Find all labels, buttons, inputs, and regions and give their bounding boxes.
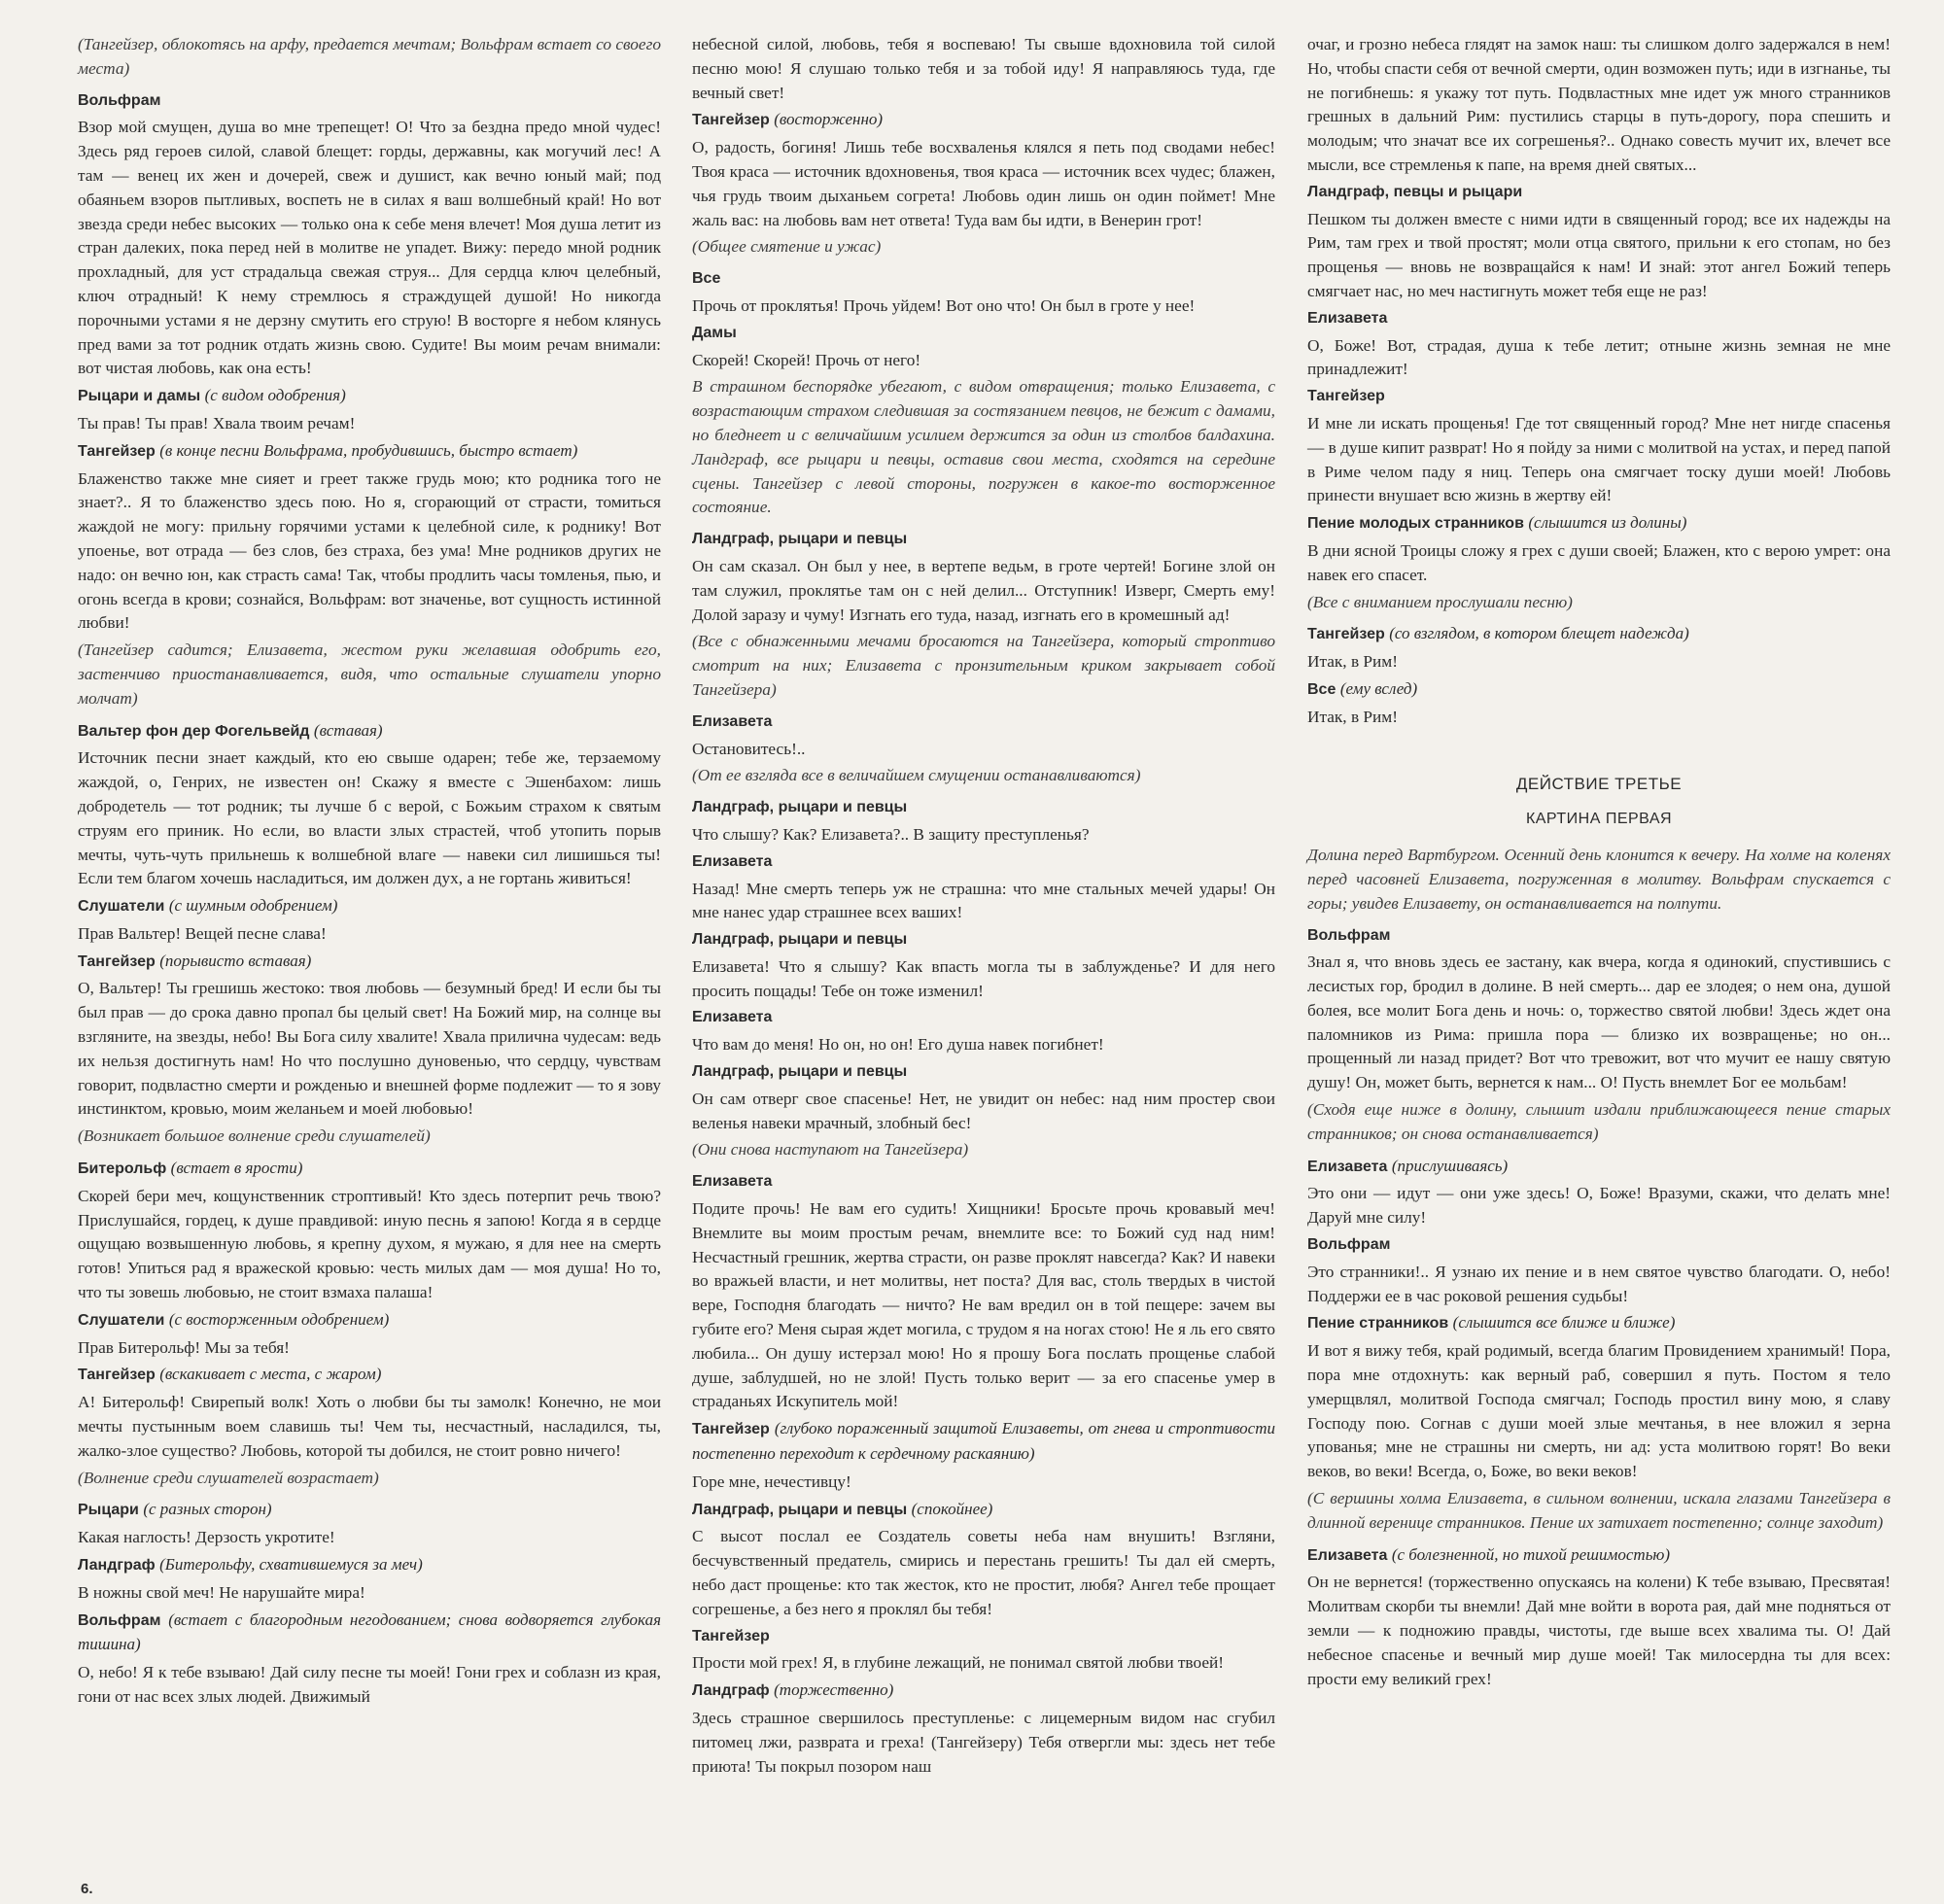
text-column-left (78, 33, 661, 1713)
speaker-line (1307, 924, 1891, 949)
speaker-name: Битерольф (78, 1160, 167, 1178)
speaker-name: Тангейзер (692, 1421, 770, 1438)
speaker-line (1307, 307, 1891, 331)
speaker-name: Ландграф, певцы и рыцари (1307, 183, 1523, 200)
speaker-line (692, 850, 1275, 875)
dialogue-text: Знал я, что вновь здесь ее застану, как вчера, когда я одинокий, спустившись с лесистых гор, бродил в долине. В ней смерть... дар ее злодея; о нем она, душой болея, все молит Бога день и ночь: о, торжество святой любви! Здесь ждет она паломников из Рима: пришла пора — близко их возвращенье; но он... прощенный ли назад придет? Вот что тревожит, вот что мучит ее нашу святую душу! Он, может быть, вернется к нам... О! Пусть внемлет Бог ее мольбам! (1307, 952, 1891, 1092)
dialogue-text: Итак, в Рим! (1307, 652, 1398, 672)
speaker-line (692, 1060, 1275, 1085)
speaker-line (692, 928, 1275, 952)
dialogue-text: очаг, и грозно небеса глядят на замок наш: ты слишком долго задержался в нем! Но, чтобы спасти себя от вечной смерти, один возможен путь; иди в изгнанье, ты не погибнешь: я укажу тот путь. Подвластных мне идет уж много странников грешных в дальний Рим: пустились старцы в путь-дорогу, пора спешить и молодым; что значат все их согрешенья?.. Однако совесть мучит их, влечет все мысли, все стремленья к папе, на время дней святых... (1307, 35, 1891, 174)
libretto-page (78, 33, 1895, 1860)
stage-direction-inline: (спокойнее) (911, 1499, 993, 1518)
speaker-line (692, 528, 1275, 552)
speaker-name: Вольфрам (78, 91, 161, 109)
text-column-right (1307, 33, 1891, 1694)
dialogue-text: Это странники!.. Я узнаю их пение и в нем святое чувство благодати. О, небо! Поддержи ее в час роковой решения судьбы! (1307, 1262, 1891, 1305)
speaker-name: Ландграф, рыцари и певцы (692, 1063, 908, 1081)
dialogue-text: А! Битерольф! Свирепый волк! Хоть о любви бы ты замолк! Конечно, не мои мечты пустынным воем славишь ты! Чем ты, несчастный, насладился, ты, жалко-злое существо? Любовь, которой ты добился, не стоит ровно ничего! (78, 1393, 661, 1460)
speaker-name: Пение странников (1307, 1315, 1449, 1333)
dialogue-text: Источник песни знает каждый, кто ею свыше одарен; тебе же, терзаемому жаждой, о, Генрих, не известен он! Скажу я вместе с Эшенбахом: лишь добродетель — тот родник; ты лучше б с верой, с Божьим страхом к святым струям его приник. Но если, во власти злых страстей, чтоб утопить порыв мечты, чуть-чуть прильнешь к волшебной влаге — навеки сил лишишься ты! Если тем благом хочешь насладиться, им должен дух, а не гортань живиться! (78, 748, 661, 888)
stage-direction-inline: (прислушиваясь) (1391, 1156, 1509, 1175)
speaker-line (692, 322, 1275, 346)
speaker-line (78, 89, 661, 114)
speaker-line (78, 1308, 661, 1333)
speaker-line (78, 719, 661, 744)
speaker-line (1307, 622, 1891, 647)
speaker-line (1307, 181, 1891, 205)
stage-direction: (Тангейзер, облокотясь на арфу, предается мечтам; Вольфрам встает со своего места) (78, 35, 661, 78)
speaker-name: Тангейзер (78, 1367, 156, 1384)
stage-direction-inline: (ему вслед) (1339, 678, 1418, 698)
speaker-name: Тангейзер (692, 112, 770, 129)
stage-direction-inline: (слышится все ближе и ближе) (1452, 1313, 1676, 1333)
stage-direction: Долина перед Вартбургом. Осенний день клонится к вечеру. На холме на коленях перед часовней Елизавета, погруженная в молитву. Вольфрам спускается с горы; увидев Елизавету, он останавливается на полпути. (1307, 846, 1891, 913)
speaker-name: Все (692, 270, 721, 288)
dialogue-text: Горе мне, нечестивцу! (692, 1471, 851, 1491)
dialogue-text: Итак, в Рим! (1307, 707, 1398, 726)
stage-direction: (Сходя еще ниже в долину, слышит издали приближающееся пение старых странников; он снова останавливается) (1307, 1100, 1891, 1143)
dialogue-text: Что слышу? Как? Елизавета?.. В защиту преступленья? (692, 824, 1090, 844)
speaker-line (1307, 1155, 1891, 1180)
dialogue-text: Он сам сказал. Он был у нее, в вертепе ведьм, в гроте чертей! Богине злой он там служил, проклятье там он с ней делил... Отступник! Изверг, Смерть ему! Долой заразу и чуму! Изгнать его туда, назад, изгнать его в кромешный ад! (692, 556, 1275, 624)
stage-direction-inline: (с видом одобрения) (204, 386, 346, 405)
stage-direction-inline: (встает в ярости) (170, 1159, 303, 1178)
stage-direction: (Они снова наступают на Тангейзера) (692, 1140, 969, 1160)
speaker-line (78, 1553, 661, 1578)
speaker-name: Елизавета (692, 852, 773, 870)
dialogue-text: Здесь страшное свершилось преступленье: с лицемерным видом нас сгубил питомец лжи, разврата и греха! (Тангейзеру) Тебя отвергли мы: здесь нет тебе приюта! Ты покрыл позором наш (692, 1709, 1275, 1776)
speaker-name: Вольфрам (78, 1611, 161, 1629)
speaker-name: Слушатели (78, 898, 165, 916)
speaker-name: Тангейзер (78, 952, 156, 970)
stage-direction-inline: (порывисто вставая) (159, 951, 312, 970)
speaker-line (692, 267, 1275, 292)
dialogue-text: Ты прав! Ты прав! Хвала твоим речам! (78, 413, 356, 433)
stage-direction: (Все с вниманием прослушали песню) (1307, 592, 1573, 611)
speaker-line (692, 1006, 1275, 1030)
stage-direction-inline: (с разных сторон) (143, 1500, 272, 1519)
speaker-name: Все (1307, 680, 1336, 698)
dialogue-text: И мне ли искать прощенья! Где тот священный город? Мне нет нигде спасенья — в душе кипит разврат! Но я пойду за ними с молитвой на устах, и перед папой в Риме челом паду я ниц. Теперь она смягчает тоску души моей! Любовь принести внушает всю жизнь в жертву ей! (1307, 413, 1891, 505)
stage-direction-inline: (Битерольфу, схватившемуся за меч) (159, 1555, 423, 1575)
speaker-line (78, 894, 661, 919)
stage-direction-inline: (вставая) (313, 720, 383, 740)
dialogue-text: небесной силой, любовь, тебя я воспеваю! Ты свыше вдохновила той силой песню мою! Я слушаю только тебя и за тобой иду! Я направляюсь туда, где вечный свет! (692, 35, 1275, 102)
dialogue-text: Какая наглость! Дерзость укротите! (78, 1528, 335, 1547)
stage-direction-inline: (со взглядом, в котором блещет надежда) (1389, 624, 1689, 643)
dialogue-text: О, Вальтер! Ты грешишь жестоко: твоя любовь — безумный бред! И если бы ты был прав — до срока давно пропал бы целый свет! На Божий мир, на солнце вы взгляните, на звезды, небо! Вы Бога силу хвалите! Хвала прилична чудесам: ведь их нельзя достигнуть нам! Но что послушно дуновенью, что сердцу, чувствам говорит, подвластно смерти и рожденью и внешней форме подлежит — то я зову инстинктом, кровью, моим желаньем и моей любовью! (78, 979, 661, 1119)
speaker-line (78, 1609, 661, 1659)
speaker-name: Тангейзер (692, 1627, 770, 1644)
dialogue-text: Прав Вальтер! Вещей песне слава! (78, 923, 327, 943)
speaker-line (1307, 511, 1891, 537)
speaker-name: Елизавета (692, 1009, 773, 1026)
act-heading: ДЕЙСТВИЕ ТРЕТЬЕ (1515, 774, 1683, 793)
stage-direction-inline: (слышится из долины) (1528, 513, 1687, 533)
stage-direction-inline: (с болезненной, но тихой решимостью) (1391, 1544, 1671, 1564)
speaker-name: Вальтер фон дер Фогельвейд (78, 722, 310, 740)
speaker-line (692, 1170, 1275, 1194)
stage-direction: (Волнение среди слушателей возрастает) (78, 1468, 379, 1487)
speaker-name: Вольфрам (1307, 1236, 1391, 1254)
speaker-name: Тангейзер (1307, 388, 1385, 405)
dialogue-text: Прочь от проклятья! Прочь уйдем! Вот оно что! Он был в гроте у нее! (692, 295, 1196, 315)
speaker-name: Ландграф (692, 1682, 770, 1700)
speaker-name: Рыцари (78, 1502, 139, 1519)
dialogue-text: Елизавета! Что я слышу? Как впасть могла ты в заблужденье? И для него просить пощады! Тебе он тоже изменил! (692, 956, 1275, 1000)
dialogue-text: Он сам отверг свое спасенье! Нет, не увидит он небес: над ним простер свои веленья навеки мрачный, злобный бес! (692, 1089, 1275, 1132)
page-number: 6. (81, 1881, 93, 1897)
speaker-name: Ландграф, рыцари и певцы (692, 931, 908, 949)
stage-direction: (От ее взгляда все в величайшем смущении останавливаются) (692, 766, 1141, 785)
text-column-middle (692, 33, 1275, 1782)
speaker-name: Вольфрам (1307, 926, 1391, 944)
speaker-name: Дамы (692, 324, 737, 341)
speaker-name: Пение молодых странников (1307, 515, 1524, 533)
dialogue-text: Он не вернется! (торжественно опускаясь на колени) К тебе взываю, Пресвятая! Молитвам скорби ты внемли! Дай мне войти в ворота рая, дай мне подняться от земли — к подножию правды, чистоты, где выше всех хвалима ты. О! Дай небесное спасенье и вечный мир душе моей! Так милосердна ты для всех: прости ему великий грех! (1307, 1573, 1891, 1688)
stage-direction-inline: (торжественно) (774, 1680, 894, 1700)
speaker-line (78, 1498, 661, 1523)
speaker-line (1307, 677, 1891, 703)
stage-direction-inline: (в конце песни Вольфрама, пробудившись, быстро встает) (159, 440, 578, 460)
speaker-line (1307, 1233, 1891, 1258)
speaker-name: Ландграф, рыцари и певцы (692, 1501, 908, 1518)
speaker-line (692, 796, 1275, 820)
speaker-line (692, 1417, 1275, 1468)
stage-direction-inline: (восторженно) (774, 110, 884, 129)
stage-direction-inline: (с восторженным одобрением) (168, 1309, 390, 1329)
speaker-name: Елизавета (1307, 1546, 1388, 1564)
stage-direction: (Все с обнаженными мечами бросаются на Тангейзера, который строптиво смотрит на них; Елизавета с пронзительным криком закрывает собой Тангейзера) (692, 632, 1275, 699)
speaker-line (692, 1498, 1275, 1523)
dialogue-text: С высот послал ее Создатель советы неба нам внушить! Взгляни, бесчувственный предатель, смирись и перестань грешить! Ты дал ей смерть, небо даст прощенье: кто так жесток, кто не простит, любя? Ангел тебе прощает согрешенье, а без него я проклял бы тебя! (692, 1527, 1275, 1618)
speaker-line (78, 1157, 661, 1182)
speaker-line (78, 950, 661, 975)
speaker-name: Елизавета (692, 712, 773, 730)
scene-heading: КАРТИНА ПЕРВАЯ (1525, 811, 1673, 828)
speaker-line (1307, 385, 1891, 409)
speaker-name: Рыцари и дамы (78, 388, 201, 405)
dialogue-text: Остановитесь!.. (692, 739, 806, 758)
stage-direction-inline: (встает с благородным негодованием; снова водворяется глубокая тишина) (78, 1610, 661, 1654)
dialogue-text: Что вам до меня! Но он, но он! Его душа навек погибнет! (692, 1035, 1104, 1055)
stage-direction: (Тангейзер садится; Елизавета, жестом руки желавшая одобрить его, застенчиво приостанавливается, видя, что остальные слушатели упорно молчат) (78, 640, 661, 708)
stage-direction: (С вершины холма Елизавета, в сильном волнении, искала глазами Тангейзера в длинной веренице странников. Пение их затихает постепенно; солнце заходит) (1307, 1489, 1891, 1532)
speaker-line (692, 1625, 1275, 1649)
speaker-name: Ландграф, рыцари и певцы (692, 799, 908, 816)
speaker-line (78, 439, 661, 465)
stage-direction: (Общее смятение и ужас) (692, 237, 882, 257)
speaker-name: Ландграф (78, 1557, 156, 1575)
dialogue-text: Прости мой грех! Я, в глубине лежащий, не понимал святой любви твоей! (692, 1653, 1224, 1673)
dialogue-text: В ножны свой меч! Не нарушайте мира! (78, 1582, 365, 1602)
dialogue-text: В дни ясной Троицы сложу я грех с души своей; Блажен, кто с верою умрет: она навек его спасет. (1307, 540, 1891, 584)
dialogue-text: Это они — идут — они уже здесь! О, Боже! Вразуми, скажи, что делать мне! Даруй мне силу! (1307, 1184, 1891, 1228)
dialogue-text: Скорей! Скорей! Прочь от него! (692, 350, 921, 369)
dialogue-text: Подите прочь! Не вам его судить! Хищники! Бросьте прочь кровавый меч! Внемлите вы моим простым речам, внемлите все: то Божий суд над ним! Несчастный грешник, жертва страсти, он разве проклят навсегда? Как? И навеки во вражьей власти, и нет молитвы, нет поста? Для вас, столь твердых в чистой вере, Господня благодать — ничто? Не вам вредил он в той пещере: зачем вы губите его? Меня сырая ждет могила, с трудом я на ногах стою! Не я ль его свято любила... Он душу истерзал мою! Но я прошу Бога послать прощенье слабой душе, заблудшей, но не злой! Пусть только верит — за его спасенье умер в страданьях Искупитель мой! (692, 1199, 1275, 1411)
dialogue-text: И вот я вижу тебя, край родимый, всегда благим Провидением хранимый! Пора, пора мне отдохнуть: как верный раб, совершил я путь. Постом я тело умерщвлял, молитвой Господа смягчал; Господь простил вину мою, я славу Господу пою. Согнав с души моей злые мечтанья, в нее вложил я зерна упованья; мне не страшны ни смерть, ни ад: уста молитвою горят! Во веки веков, во веки! Всегда, о, Боже, во веки веков! (1307, 1341, 1891, 1481)
dialogue-text: О, радость, богиня! Лишь тебе восхваленья клялся я петь под сводами небес! Твоя краса — источник вдохновенья, твоя краса — источник всех чудес; блажен, чья грудь твоим дыханьем согрета! Любовь один лишь он один поймет! Мне жаль вас: на любовь вам нет ответа! Туда вам бы идти, в Венерин грот! (692, 138, 1275, 229)
stage-direction-inline: (вскакивает с места, с жаром) (159, 1365, 382, 1384)
stage-direction-inline: (глубоко пораженный защитой Елизаветы, от гнева и строптивости постепенно переходит к сердечному раскаянию) (692, 1419, 1276, 1464)
dialogue-text: Блаженство также мне сияет и греет также грудь мою; кто родника того не знает?.. Я то блаженство здесь пою. Но я, сгорающий от страсти, томиться жаждой не могу: прильну горячими устами к целебной силе, к роднику! Вот упоенье, вот отрада — без слов, без страха, без ума! Мне родников других не надо: он вечно юн, как страсть сама! Так, чтобы продлить часы томленья, пью, и огонь всегда в крови; сознайся, Вольфрам: вот значенье, вот сущность истинной любви! (78, 468, 661, 633)
stage-direction-inline: (с шумным одобрением) (168, 896, 338, 916)
dialogue-text: Скорей бери меч, кощунственник строптивый! Кто здесь потерпит речь твою? Прислушайся, гордец, к душе правдивой: иную песнь я запою! Когда я в сердце ощущаю возвышенную любовь, я крепну духом, я мужаю, я для нее на смерть готов! Упиться рад я вражеской кровью: честь милых дам — моя душа! Но то, что ты зовешь любовью, не стоит взмаха палаша! (78, 1186, 661, 1302)
dialogue-text: Взор мой смущен, душа во мне трепещет! О! Что за бездна предо мной чудес! Здесь ряд героев силой, славой блещет: горды, державны, как могучий лес! А там — венец их жен и дочерей, свеж и душист, как вечно юный май; под обаяньем взоров пытливых, воспеть не в силах я ваш волшебный край! Но вот звезда среди небес высоких — только она к себе меня влечет! Моя душа летит из стран далеких, пока перед ней в молитве не упадет. Вижу: передо мной родник прохладный, для уст страдальца свежая струя... Для сердца ключ целебный, ключ отрадный! К нему стремлюсь я страждущей душой! Но никогда порочными устами я не дерзну смутить его струю! В восторге я небом клянусь пред вами за тот родник отдать жизнь свою. Судите! Вы моим речам внимали: вот чистая любовь, как она есть! (78, 118, 661, 378)
speaker-line (78, 1363, 661, 1388)
dialogue-text: О, небо! Я к тебе взываю! Дай силу песне ты моей! Гони грех и соблазн из края, гони от нас всех злых людей. Движимый (78, 1663, 661, 1706)
speaker-name: Елизавета (1307, 309, 1388, 327)
speaker-name: Слушатели (78, 1311, 165, 1329)
speaker-name: Тангейзер (1307, 626, 1385, 643)
speaker-name: Елизавета (692, 1173, 773, 1191)
speaker-line (1307, 1311, 1891, 1336)
speaker-line (692, 710, 1275, 735)
speaker-name: Тангейзер (78, 442, 156, 460)
speaker-line (78, 384, 661, 409)
stage-direction: В страшном беспорядке убегают, с видом отвращения; только Елизавета, с возрастающим страхом следившая за состязанием певцов, не бежит с дамами, но бледнеет и с величайшим усилием держится за один из столбов балдахина. Ландграф, все рыцари и певцы, оставив свои места, сходятся на середине сцены. Тангейзер с левой стороны, погружен в какое-то восторженное состояние. (692, 377, 1275, 517)
stage-direction: (Возникает большое волнение среди слушателей) (78, 1126, 431, 1146)
speaker-line (1307, 1543, 1891, 1569)
dialogue-text: Пешком ты должен вместе с ними идти в священный город; все их надежды на Рим, там грех и твой простят; моли отца святого, прильни к его стопам, но без прощенья — вновь не возвращайся к нам! И знай: этот ангел Божий теперь смягчает нас, но меч настигнуть может тебя еще не раз! (1307, 209, 1891, 300)
dialogue-text: Назад! Мне смерть теперь уж не страшна: что мне стальных мечей удары! Он мне нанес удар страшнее всех ваших! (692, 879, 1275, 922)
speaker-line (692, 1679, 1275, 1704)
dialogue-text: О, Боже! Вот, страдая, душа к тебе летит; отныне жизнь земная не мне принадлежит! (1307, 335, 1891, 379)
speaker-line (692, 108, 1275, 133)
speaker-name: Елизавета (1307, 1158, 1388, 1175)
speaker-name: Ландграф, рыцари и певцы (692, 531, 908, 548)
dialogue-text: Прав Битерольф! Мы за тебя! (78, 1337, 290, 1357)
